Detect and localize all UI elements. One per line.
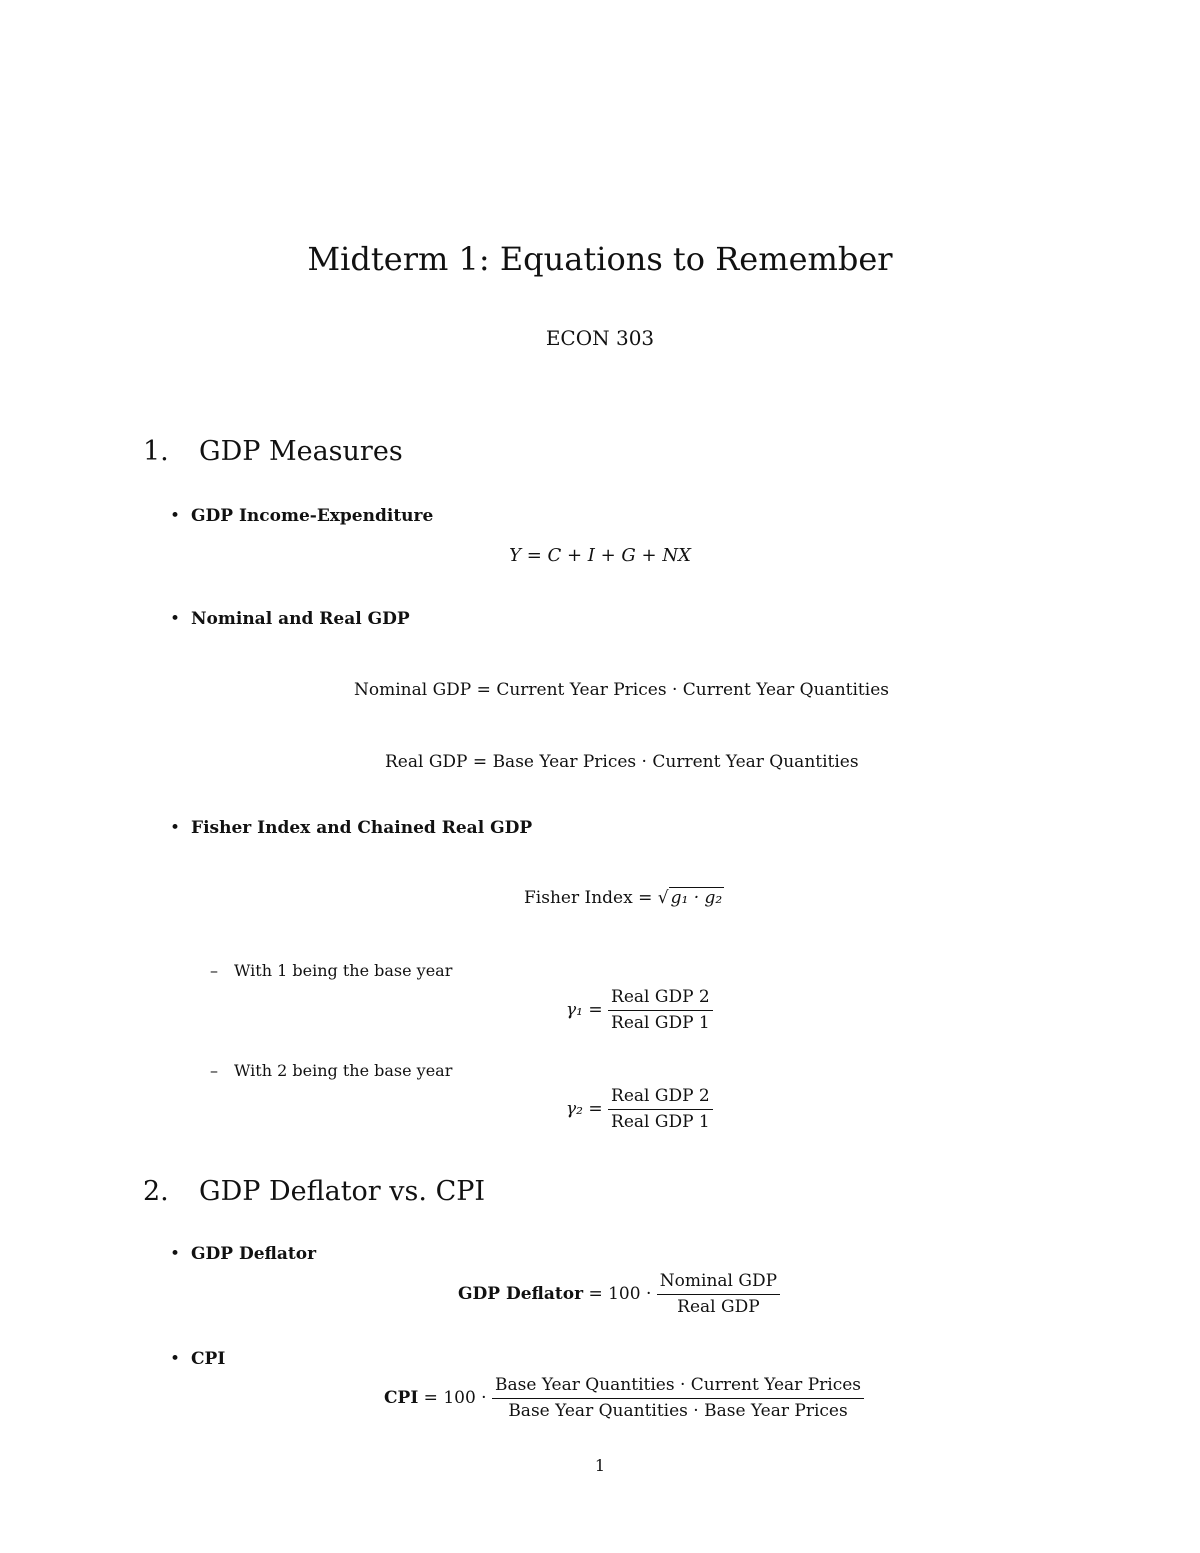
equation-lhs: γ₂ — [566, 1099, 583, 1119]
radicand: g₁ · g₂ — [670, 888, 723, 908]
section-number: 2. — [143, 1176, 169, 1207]
bullet-label: Nominal and Real GDP — [191, 609, 410, 629]
fraction — [608, 985, 713, 1036]
equation-rhs: Current Year Prices · Current Year Quantities — [496, 680, 889, 700]
equation-income-expenditure: Y = C + I + G + NX — [509, 545, 691, 566]
equals-sign: = — [588, 1284, 603, 1304]
bullet-icon: • — [170, 1244, 181, 1264]
bullet-icon: • — [170, 1349, 181, 1369]
equation-lhs: CPI — [384, 1388, 419, 1408]
equation-lhs: Nominal GDP — [354, 680, 472, 700]
numerator: Base Year Quantities · Current Year Prices — [495, 1375, 862, 1395]
bullet-icon: • — [170, 818, 181, 838]
equals-sign: = — [588, 1099, 603, 1119]
equation-rhs: Base Year Prices · Current Year Quantities — [492, 752, 859, 772]
denominator: Real GDP 1 — [608, 1109, 713, 1135]
equation-lhs: GDP Deflator — [458, 1284, 584, 1304]
sub-item-base-year-2 — [210, 1061, 452, 1080]
equation-cpi — [384, 1373, 864, 1424]
fraction — [492, 1373, 864, 1424]
equals-sign: = — [472, 752, 488, 772]
sub-item-base-year-1 — [210, 961, 452, 980]
numerator: Real GDP 2 — [611, 987, 710, 1007]
equation-gamma-2 — [566, 1084, 713, 1135]
denominator: Base Year Quantities · Base Year Prices — [492, 1398, 864, 1424]
bullet-item-fisher — [170, 818, 532, 838]
equation-fisher-index — [524, 888, 724, 908]
dash-icon: – — [210, 1061, 218, 1080]
bullet-item-cpi — [170, 1349, 225, 1369]
page-number: 1 — [594, 1456, 606, 1475]
sqrt-icon: √ — [657, 888, 669, 908]
equation-lhs: Fisher Index — [524, 888, 633, 908]
section-number: 1. — [143, 436, 169, 467]
equation-factor: 100 · — [443, 1388, 487, 1408]
equation-real-gdp — [385, 752, 859, 772]
section-heading-2 — [143, 1176, 485, 1207]
numerator: Real GDP 2 — [611, 1086, 710, 1106]
bullet-icon: • — [170, 609, 181, 629]
fraction — [608, 1084, 713, 1135]
sub-item-label: With 2 being the base year — [234, 1061, 453, 1080]
bullet-label: Fisher Index and Chained Real GDP — [191, 818, 533, 838]
bullet-label: CPI — [191, 1349, 226, 1369]
fraction — [657, 1269, 780, 1320]
numerator: Nominal GDP — [659, 1271, 778, 1291]
dash-icon: – — [210, 961, 218, 980]
equation-factor: 100 · — [608, 1284, 652, 1304]
equation-gdp-deflator — [458, 1269, 780, 1320]
equation-nominal-gdp — [354, 680, 889, 700]
sub-item-label: With 1 being the base year — [234, 961, 453, 980]
bullet-item-gdp-deflator — [170, 1244, 316, 1264]
equals-sign: = — [638, 888, 653, 908]
equation-lhs: Real GDP — [385, 752, 468, 772]
equation-gamma-1 — [566, 985, 713, 1036]
bullet-label: GDP Deflator — [191, 1244, 317, 1264]
section-heading-1 — [143, 436, 403, 467]
section-title: GDP Deflator vs. CPI — [199, 1176, 486, 1207]
equals-sign: = — [588, 1000, 603, 1020]
bullet-icon: • — [170, 506, 181, 526]
document-title: Midterm 1: Equations to Remember — [307, 240, 893, 278]
equals-sign: = — [423, 1388, 438, 1408]
bullet-item-nominal-real — [170, 609, 410, 629]
denominator: Real GDP 1 — [608, 1010, 713, 1036]
bullet-label: GDP Income-Expenditure — [191, 506, 434, 526]
section-title: GDP Measures — [199, 436, 403, 467]
bullet-item-income-expenditure — [170, 506, 433, 526]
denominator: Real GDP — [657, 1294, 780, 1320]
equation-lhs: γ₁ — [566, 1000, 583, 1020]
square-root — [658, 888, 724, 908]
course-code: ECON 303 — [545, 326, 655, 350]
equals-sign: = — [476, 680, 491, 700]
